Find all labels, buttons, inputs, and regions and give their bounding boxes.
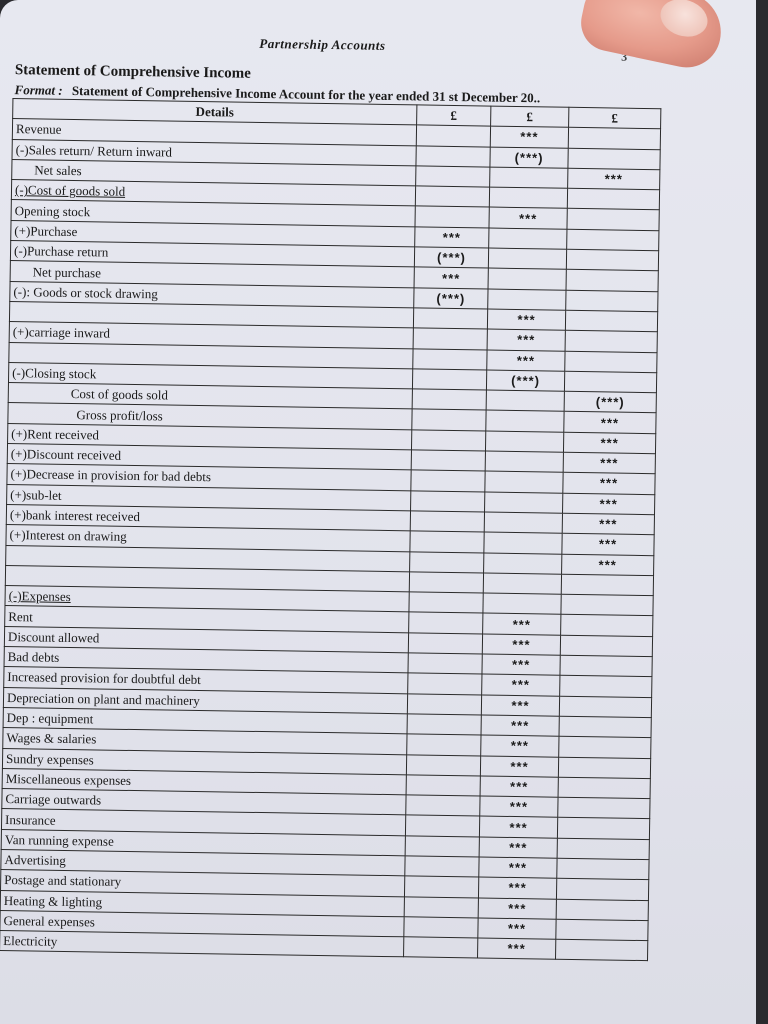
amount-col-1 — [416, 145, 490, 166]
amount-col-1 — [411, 470, 485, 491]
amount-col-3 — [560, 655, 652, 677]
amount-col-3 — [559, 696, 651, 718]
amount-col-2: *** — [478, 877, 556, 899]
amount-col-1: (***) — [414, 247, 488, 268]
amount-col-3 — [564, 371, 656, 393]
page-content — [3, 0, 670, 957]
row-label: (+)sub-let — [7, 484, 411, 511]
amount-col-1 — [413, 348, 487, 369]
amount-col-2 — [488, 268, 566, 290]
row-label: Revenue — [12, 119, 416, 146]
row-label: Advertising — [1, 849, 405, 876]
amount-col-3 — [556, 899, 648, 921]
amount-col-3 — [566, 270, 658, 292]
table-body — [0, 119, 661, 961]
amount-col-2: *** — [479, 857, 557, 879]
amount-col-2 — [484, 553, 562, 575]
amount-col-1 — [407, 734, 481, 755]
amount-col-2 — [486, 410, 564, 432]
format-label: Format : — [14, 82, 63, 98]
amount-col-1 — [408, 653, 482, 674]
amount-col-2 — [488, 248, 566, 270]
amount-col-2: *** — [482, 654, 560, 676]
row-label: Van running expense — [1, 829, 405, 856]
amount-col-2 — [485, 431, 563, 453]
row-label: Electricity — [0, 931, 404, 958]
amount-col-1 — [409, 572, 483, 593]
amount-col-2: *** — [478, 938, 556, 960]
amount-col-3 — [567, 209, 659, 231]
amount-col-1 — [416, 166, 490, 187]
amount-col-2: *** — [479, 837, 557, 859]
amount-col-3: *** — [563, 473, 655, 495]
row-label: Heating & lighting — [0, 890, 404, 917]
amount-col-3 — [555, 939, 647, 961]
amount-col-1 — [413, 328, 487, 349]
amount-col-3 — [568, 128, 660, 150]
amount-col-2: *** — [482, 674, 560, 696]
amount-col-2 — [485, 451, 563, 473]
column-header-pound-2: £ — [491, 106, 569, 128]
row-label: Opening stock — [11, 200, 415, 227]
row-label: Carriage outwards — [2, 789, 406, 816]
amount-col-1 — [405, 856, 479, 877]
amount-col-2 — [489, 187, 567, 209]
amount-col-3 — [556, 878, 648, 900]
amount-col-1: (***) — [414, 288, 488, 309]
amount-col-2 — [485, 492, 563, 514]
amount-col-3 — [568, 148, 660, 170]
row-label: (+)Discount received — [7, 444, 411, 471]
row-label: Gross profit/loss — [8, 403, 412, 430]
amount-col-1 — [405, 815, 479, 836]
row-label: (+)carriage inward — [9, 322, 413, 349]
row-label: Sundry expenses — [2, 748, 406, 775]
amount-col-1 — [409, 612, 483, 633]
amount-col-3: *** — [563, 432, 655, 454]
amount-col-2: *** — [481, 735, 559, 757]
amount-col-2: (***) — [490, 147, 568, 169]
row-label: (-)Purchase return — [10, 241, 414, 268]
amount-col-2: *** — [479, 816, 557, 838]
amount-col-1 — [410, 531, 484, 552]
amount-col-2: *** — [487, 350, 565, 372]
amount-col-3 — [567, 229, 659, 251]
amount-col-2: *** — [480, 776, 558, 798]
amount-col-3 — [560, 635, 652, 657]
amount-col-1 — [411, 430, 485, 451]
amount-col-3: *** — [562, 533, 654, 555]
row-label: Depreciation on plant and machinery — [3, 687, 407, 714]
amount-col-1 — [415, 186, 489, 207]
format-text: Statement of Comprehensive Income Account for the year ended 31 st December 20.. — [71, 82, 541, 106]
row-label: Discount allowed — [4, 626, 408, 653]
amount-col-2 — [484, 532, 562, 554]
column-header-pound-3: £ — [569, 107, 661, 129]
amount-col-2: *** — [481, 715, 559, 737]
amount-col-1 — [409, 592, 483, 613]
income-statement-table — [0, 98, 661, 962]
amount-col-2: *** — [482, 634, 560, 656]
amount-col-3 — [559, 716, 651, 738]
amount-col-2 — [486, 390, 564, 412]
amount-col-3: *** — [562, 513, 654, 535]
amount-col-3 — [566, 290, 658, 312]
amount-col-2 — [484, 512, 562, 534]
amount-col-3 — [557, 838, 649, 860]
amount-col-3 — [557, 858, 649, 880]
amount-col-2: *** — [478, 918, 556, 940]
amount-col-1 — [404, 917, 478, 938]
amount-col-2: *** — [480, 755, 558, 777]
amount-col-1: *** — [415, 227, 489, 248]
amount-col-2 — [488, 289, 566, 311]
amount-col-3 — [559, 736, 651, 758]
row-label: (-)Sales return/ Return inward — [12, 139, 416, 166]
amount-col-1 — [408, 633, 482, 654]
amount-col-1 — [405, 836, 479, 857]
page-edge-shadow — [756, 0, 768, 1024]
amount-col-3 — [558, 757, 650, 779]
amount-col-1 — [406, 754, 480, 775]
row-label: Increased provision for doubtful debt — [4, 667, 408, 694]
amount-col-3 — [557, 818, 649, 840]
row-label: (+)bank interest received — [6, 504, 410, 531]
amount-col-3: *** — [564, 412, 656, 434]
amount-col-1 — [404, 876, 478, 897]
amount-col-3 — [566, 249, 658, 271]
amount-col-1 — [408, 673, 482, 694]
amount-col-1 — [404, 896, 478, 917]
amount-col-3 — [561, 615, 653, 637]
amount-col-3 — [561, 574, 653, 596]
amount-col-2: *** — [478, 898, 556, 920]
amount-col-3 — [567, 188, 659, 210]
amount-col-1 — [412, 389, 486, 410]
row-label: Bad debts — [4, 647, 408, 674]
row-label: Insurance — [1, 809, 405, 836]
amount-col-3 — [558, 797, 650, 819]
amount-col-3: *** — [563, 493, 655, 515]
amount-col-3 — [565, 331, 657, 353]
amount-col-3: *** — [562, 554, 654, 576]
amount-col-1 — [411, 450, 485, 471]
row-label: (-)Closing stock — [8, 362, 412, 389]
row-label: (+)Decrease in provision for bad debts — [7, 464, 411, 491]
row-label: Dep : equipment — [3, 707, 407, 734]
row-label: (-): Goods or stock drawing — [10, 281, 414, 308]
row-label: Rent — [5, 606, 409, 633]
amount-col-1 — [412, 369, 486, 390]
amount-col-1 — [413, 308, 487, 329]
row-label: (+)Purchase — [11, 220, 415, 247]
amount-col-2 — [485, 471, 563, 493]
section-title: Statement of Comprehensive Income — [14, 62, 251, 82]
amount-col-1 — [406, 775, 480, 796]
row-label: (+)Interest on drawing — [6, 525, 410, 552]
amount-col-1 — [416, 125, 490, 146]
amount-col-2 — [483, 593, 561, 615]
amount-col-2: *** — [487, 309, 565, 331]
amount-col-3 — [565, 310, 657, 332]
running-header: Partnership Accounts — [259, 35, 386, 53]
row-label: (+)Rent received — [8, 423, 412, 450]
amount-col-3: (***) — [564, 391, 656, 413]
finger — [576, 0, 728, 74]
amount-col-3 — [561, 594, 653, 616]
amount-col-2: *** — [483, 613, 561, 635]
amount-col-3 — [556, 919, 648, 941]
amount-col-1 — [407, 714, 481, 735]
row-label: Miscellaneous expenses — [2, 768, 406, 795]
row-label: Net sales — [12, 159, 416, 186]
amount-col-2: *** — [487, 329, 565, 351]
page-number: 3 — [621, 49, 628, 64]
amount-col-1 — [404, 937, 478, 958]
amount-col-3: *** — [568, 168, 660, 190]
amount-col-2: *** — [489, 208, 567, 230]
amount-col-1 — [415, 206, 489, 227]
amount-col-2: *** — [480, 796, 558, 818]
row-label: General expenses — [0, 910, 404, 937]
amount-col-3 — [560, 676, 652, 698]
amount-col-3 — [565, 351, 657, 373]
row-label: Cost of goods sold — [8, 383, 412, 410]
amount-col-1 — [410, 551, 484, 572]
row-label: (-)Expenses — [5, 586, 409, 613]
amount-col-2 — [489, 228, 567, 250]
column-header-pound-1: £ — [417, 105, 491, 126]
row-label: Net purchase — [10, 261, 414, 288]
amount-col-1 — [412, 409, 486, 430]
amount-col-3: *** — [563, 452, 655, 474]
row-label: (-)Cost of goods sold — [11, 180, 415, 207]
amount-col-3 — [558, 777, 650, 799]
amount-col-1: *** — [414, 267, 488, 288]
amount-col-1 — [406, 795, 480, 816]
amount-col-2: *** — [490, 126, 568, 148]
amount-col-2 — [490, 167, 568, 189]
row-label: Wages & salaries — [3, 728, 407, 755]
amount-col-2: *** — [481, 695, 559, 717]
amount-col-1 — [410, 511, 484, 532]
amount-col-2 — [483, 573, 561, 595]
amount-col-1 — [407, 693, 481, 714]
column-header-details: Details — [13, 99, 417, 126]
amount-col-1 — [411, 490, 485, 511]
row-label: Postage and stationary — [1, 870, 405, 897]
amount-col-2: (***) — [486, 370, 564, 392]
